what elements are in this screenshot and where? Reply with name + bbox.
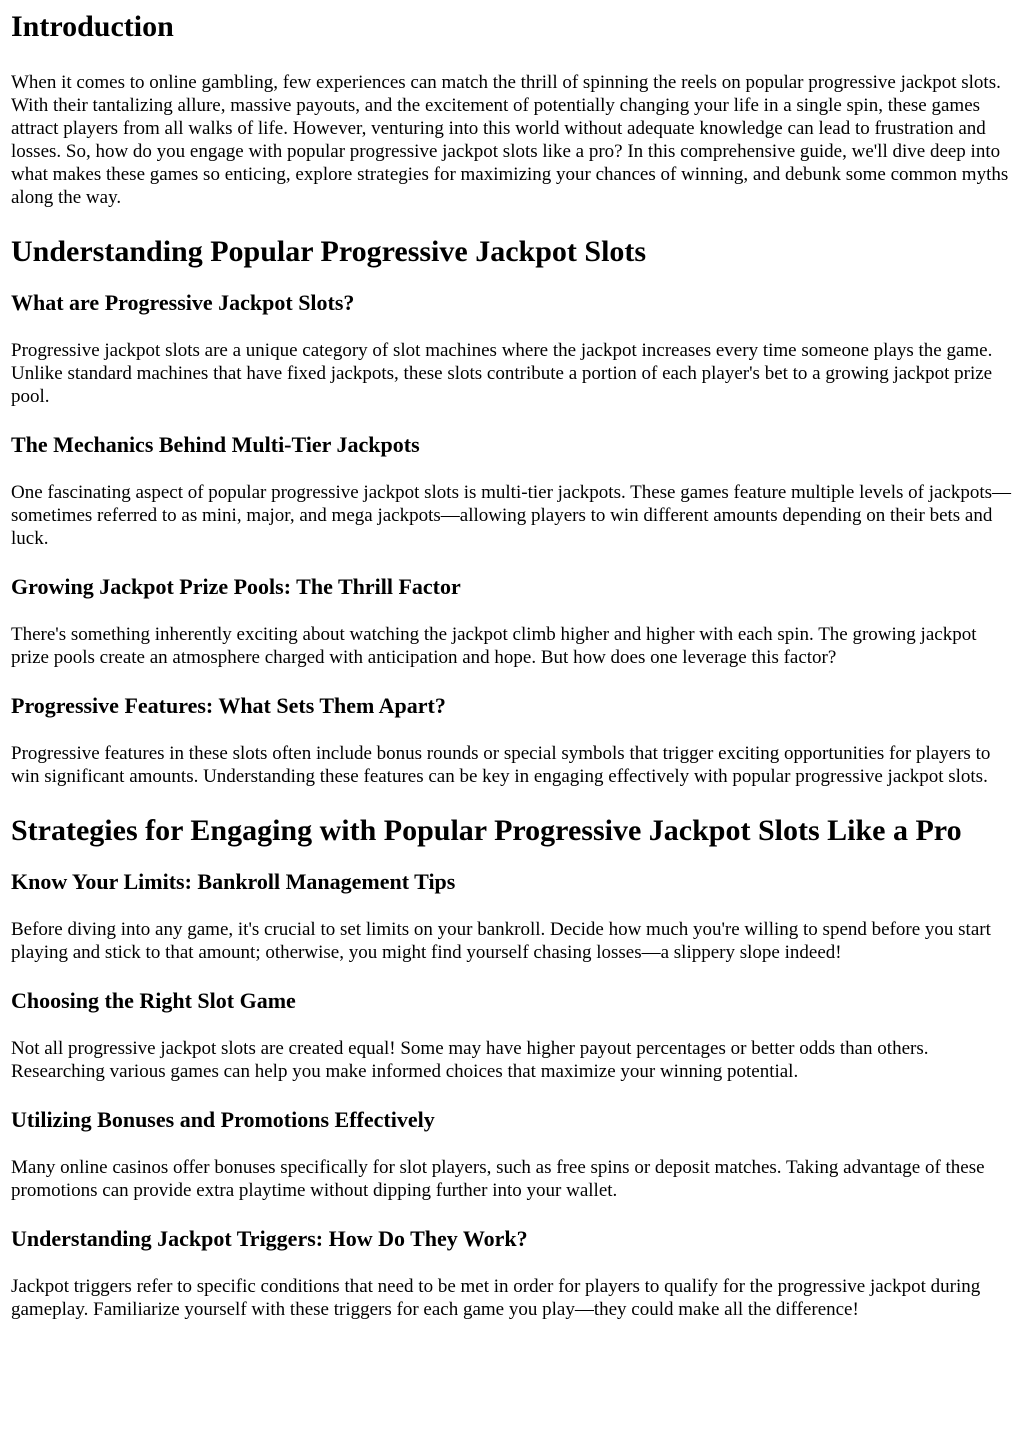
subheading-growing-pools: Growing Jackpot Prize Pools: The Thrill Factor xyxy=(11,574,461,599)
paragraph-what-are-progressive: Progressive jackpot slots are a unique category of slot machines where the jackpot increases every time someone plays the game. Unlike standard machines that have fixed jackpots, these slots contribute a portion of each player's bet to a growing jackpot prize pool. xyxy=(11,340,993,407)
paragraph-jackpot-triggers: Jackpot triggers refer to specific conditions that need to be met in order for players to qualify for the progressive jackpot during gameplay. Familiarize yourself with these triggers for each game you play—they could make all the difference! xyxy=(11,1276,981,1320)
heading-strategies: Strategies for Engaging with Popular Progressive Jackpot Slots Like a Pro xyxy=(11,814,962,847)
subheading-what-are-progressive: What are Progressive Jackpot Slots? xyxy=(11,290,355,315)
article xyxy=(0,10,1024,1321)
paragraph-growing-pools: There's something inherently exciting about watching the jackpot climb higher and higher with each spin. The growing jackpot prize pools create an atmosphere charged with anticipation and hope. But how does one leverage this factor? xyxy=(11,624,977,668)
subheading-choosing-slot: Choosing the Right Slot Game xyxy=(11,988,296,1013)
section-introduction xyxy=(11,10,1014,209)
subheading-progressive-features: Progressive Features: What Sets Them Apart? xyxy=(11,693,446,718)
paragraph-bonuses: Many online casinos offer bonuses specifically for slot players, such as free spins or deposit matches. Taking advantage of these promotions can provide extra playtime without dipping further into your wallet. xyxy=(11,1157,985,1201)
paragraph-multi-tier: One fascinating aspect of popular progressive jackpot slots is multi-tier jackpots. These games feature multiple levels of jackpots—sometimes referred to as mini, major, and mega jackpots—allowing players to win different amounts depending on their bets and luck. xyxy=(11,482,1012,549)
section-strategies xyxy=(11,814,1014,1321)
heading-understanding: Understanding Popular Progressive Jackpot Slots xyxy=(11,235,647,268)
subheading-multi-tier: The Mechanics Behind Multi-Tier Jackpots xyxy=(11,432,420,457)
heading-introduction: Introduction xyxy=(11,10,174,43)
section-understanding xyxy=(11,235,1014,788)
paragraph-choosing-slot: Not all progressive jackpot slots are created equal! Some may have higher payout percentages or better odds than others. Researching various games can help you make informed choices that maximize your winning potential. xyxy=(11,1038,929,1082)
paragraph-bankroll: Before diving into any game, it's crucial to set limits on your bankroll. Decide how much you're willing to spend before you start playing and stick to that amount; otherwise, you might find yourself chasing losses—a slippery slope indeed! xyxy=(11,919,991,963)
paragraph-introduction: When it comes to online gambling, few experiences can match the thrill of spinning the reels on popular progressive jackpot slots. With their tantalizing allure, massive payouts, and the excitement of potentially changing your life in a single spin, these games attract players from all walks of life. However, venturing into this world without adequate knowledge can lead to frustration and losses. So, how do you engage with popular progressive jackpot slots like a pro? In this comprehensive guide, we'll dive deep into what makes these games so enticing, explore strategies for maximizing your chances of winning, and debunk some common myths along the way. xyxy=(11,72,1009,208)
subheading-bankroll: Know Your Limits: Bankroll Management Tips xyxy=(11,869,456,894)
subheading-jackpot-triggers: Understanding Jackpot Triggers: How Do They Work? xyxy=(11,1226,528,1251)
paragraph-progressive-features: Progressive features in these slots often include bonus rounds or special symbols that trigger exciting opportunities for players to win significant amounts. Understanding these features can be key in engaging effectively with popular progressive jackpot slots. xyxy=(11,743,991,787)
subheading-bonuses: Utilizing Bonuses and Promotions Effectively xyxy=(11,1107,435,1132)
